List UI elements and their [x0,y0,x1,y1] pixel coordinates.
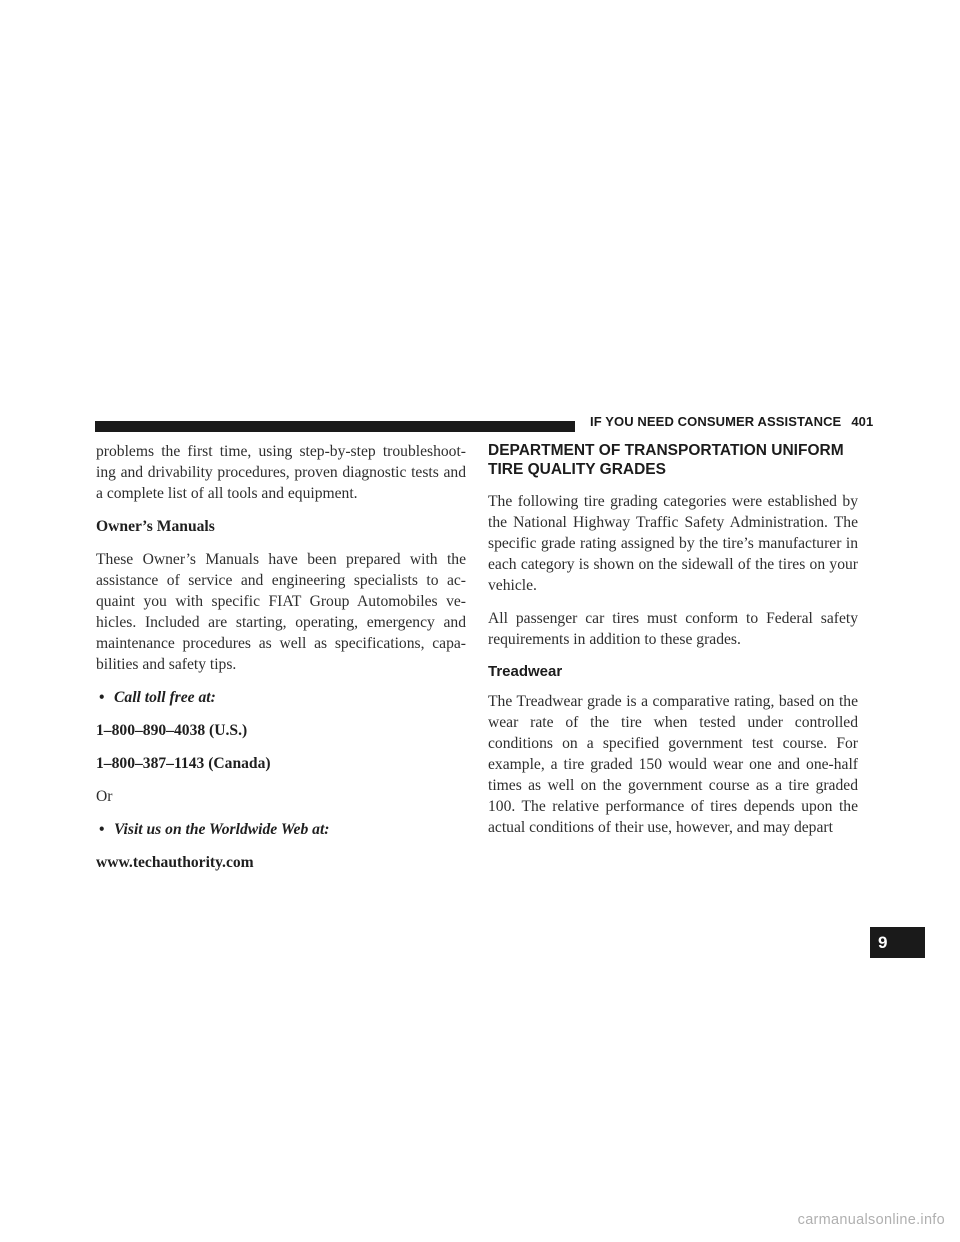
left-column [96,441,466,885]
or-text: Or [96,788,113,805]
phone-us: 1–800–890–4038 (U.S.) [96,722,248,739]
running-header [590,414,874,429]
watermark: carmanualsonline.info [797,1212,945,1228]
owners-manuals-paragraph: These Owner’s Manuals have been prepared with the assistance of service and engineering specialists to ac-quaint you with specific FIAT Group Automobiles ve-hicles. Included are starting, operating, emergency and maintenance procedures as well as specifications, capa-bilities and safety tips. [96,551,466,673]
page-number: 401 [851,414,874,429]
bullet-web-text: Visit us on the Worldwide Web at: [114,821,330,838]
website-link: www.techauthority.com [96,854,254,871]
bullet-icon: • [99,821,105,838]
section-title: IF YOU NEED CONSUMER ASSISTANCE [590,414,842,429]
bullet-call [96,687,466,708]
grading-paragraph: The following tire grading categories were established by the National Highway Traffic Safety Administration. The specific grade rating assigned by the tire’s manufacturer in each category is shown on the sidewall of the tires on your vehicle. [488,493,858,594]
section-heading [488,441,858,479]
intro-paragraph: problems the first time, using step-by-step troubleshoot-ing and drivability procedures, proven diagnostic tests and a complete list of all tools and equipment. [96,443,466,502]
owners-manuals-heading: Owner’s Manuals [96,518,215,535]
section-heading-line2: TIRE QUALITY GRADES [488,461,666,478]
header-rule [95,421,575,432]
section-heading-line1: DEPARTMENT OF TRANSPORTATION UNIFORM [488,442,844,459]
bullet-call-text: Call toll free at: [114,689,216,706]
bullet-web [96,819,466,840]
phone-canada: 1–800–387–1143 (Canada) [96,755,271,772]
bullet-icon: • [99,689,105,706]
right-column [488,441,858,850]
treadwear-heading: Treadwear [488,663,563,680]
federal-safety-paragraph: All passenger car tires must conform to Federal safety requirements in addition to these grades. [488,610,858,648]
chapter-tab: 9 [870,927,925,958]
treadwear-paragraph: The Treadwear grade is a comparative rating, based on the wear rate of the tire when tested under controlled conditions on a specified government test course. For example, a tire graded 150 would wear one and one-half times as well on the government course as a tire graded 100. The relative performance of tires depends upon the actual conditions of their use, however, and may depart [488,693,858,836]
